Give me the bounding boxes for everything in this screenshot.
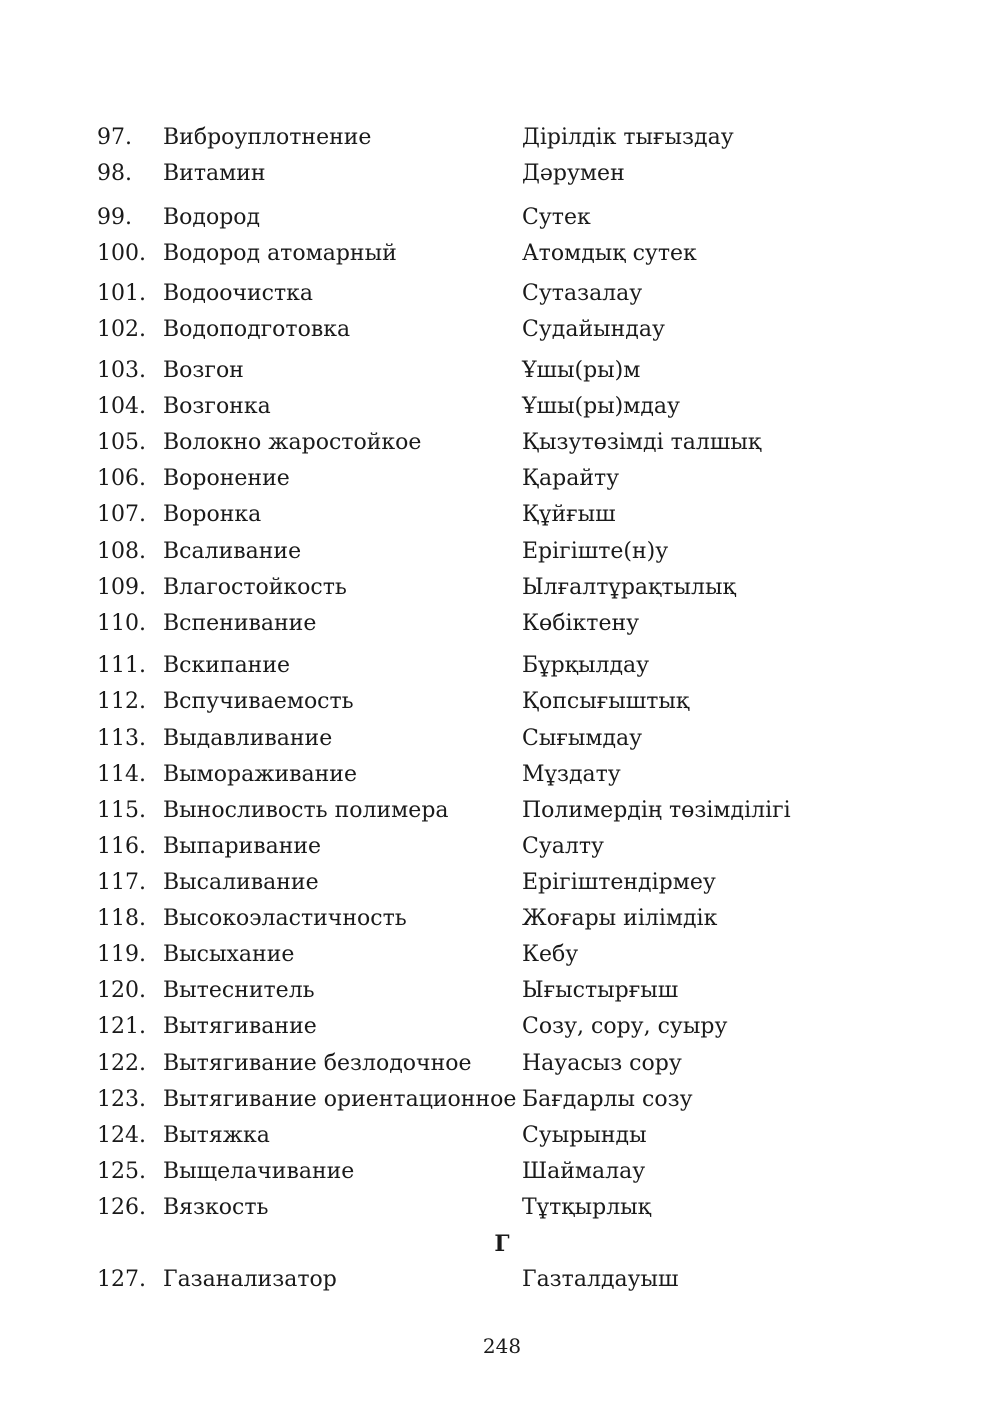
list-item <box>0 157 1004 191</box>
section-heading-letter: Г <box>494 1231 510 1257</box>
list-item <box>0 498 1004 532</box>
term-russian: Высокоэластичность <box>163 906 407 931</box>
list-item <box>0 794 1004 828</box>
entry-number: 122. <box>97 1051 146 1076</box>
list-item <box>0 201 1004 235</box>
term-kazakh: Ерігіште(н)у <box>522 539 669 564</box>
list-item <box>0 938 1004 972</box>
entry-number: 124. <box>97 1123 146 1148</box>
term-russian: Вытягивание <box>163 1014 317 1039</box>
entry-number: 120. <box>97 978 146 1003</box>
term-kazakh: Созу, сору, суыру <box>522 1014 728 1039</box>
list-item <box>0 1119 1004 1153</box>
term-russian: Выщелачивание <box>163 1159 355 1184</box>
entry-number: 121. <box>97 1014 146 1039</box>
term-kazakh: Сығымдау <box>522 726 643 751</box>
term-russian: Водород <box>163 205 261 230</box>
term-kazakh: Ұшы(ры)мдау <box>522 394 680 419</box>
term-russian: Выносливость полимера <box>163 798 449 823</box>
entry-number: 111. <box>97 653 146 678</box>
term-russian: Вязкость <box>163 1195 269 1220</box>
term-russian: Возгон <box>163 358 244 383</box>
term-kazakh: Шаймалау <box>522 1159 646 1184</box>
entry-number: 101. <box>97 281 146 306</box>
term-kazakh: Ұшы(ры)м <box>522 358 641 383</box>
term-russian: Воронение <box>163 466 290 491</box>
list-item <box>0 649 1004 683</box>
term-russian: Вытеснитель <box>163 978 315 1003</box>
term-kazakh: Сутек <box>522 205 591 230</box>
term-kazakh: Судайындау <box>522 317 665 342</box>
term-kazakh: Құйғыш <box>522 502 616 527</box>
term-kazakh: Жоғары иілімдік <box>522 906 718 931</box>
entry-number: 127. <box>97 1267 146 1292</box>
entry-number: 107. <box>97 502 146 527</box>
entry-number: 108. <box>97 539 146 564</box>
list-item <box>0 1155 1004 1189</box>
entry-number: 99. <box>97 205 132 230</box>
list-item <box>0 974 1004 1008</box>
list-item <box>0 571 1004 605</box>
entry-number: 98. <box>97 161 132 186</box>
term-kazakh: Ығыстырғыш <box>522 978 679 1003</box>
term-kazakh: Тұтқырлық <box>522 1195 652 1220</box>
entry-number: 112. <box>97 689 146 714</box>
entry-number: 103. <box>97 358 146 383</box>
term-kazakh: Дәрумен <box>522 161 625 186</box>
list-item <box>0 1263 1004 1297</box>
term-russian: Витамин <box>163 161 266 186</box>
term-kazakh: Ылғалтұрақтылық <box>522 575 736 600</box>
entry-number: 114. <box>97 762 146 787</box>
term-russian: Высаливание <box>163 870 319 895</box>
term-kazakh: Полимердің төзімділігі <box>522 798 791 823</box>
list-item <box>0 535 1004 569</box>
term-russian: Водоочистка <box>163 281 314 306</box>
term-kazakh: Көбіктену <box>522 611 640 636</box>
term-kazakh: Бұрқылдау <box>522 653 650 678</box>
term-russian: Вскипание <box>163 653 291 678</box>
term-russian: Виброуплотнение <box>163 125 372 150</box>
term-kazakh: Суалту <box>522 834 604 859</box>
term-russian: Высыхание <box>163 942 295 967</box>
list-item <box>0 758 1004 792</box>
term-russian: Вытягивание безлодочное <box>163 1051 472 1076</box>
term-russian: Выдавливание <box>163 726 333 751</box>
entry-number: 126. <box>97 1195 146 1220</box>
term-kazakh: Газталдауыш <box>522 1267 679 1292</box>
term-russian: Газанализатор <box>163 1267 337 1292</box>
entry-number: 97. <box>97 125 132 150</box>
entry-number: 116. <box>97 834 146 859</box>
entry-number: 110. <box>97 611 146 636</box>
term-kazakh: Атомдық сутек <box>522 241 697 266</box>
term-russian: Вспучиваемость <box>163 689 354 714</box>
list-item <box>0 462 1004 496</box>
term-russian: Вспенивание <box>163 611 317 636</box>
entry-number: 104. <box>97 394 146 419</box>
term-kazakh: Сутазалау <box>522 281 643 306</box>
list-item <box>0 1047 1004 1081</box>
term-russian: Воронка <box>163 502 262 527</box>
term-kazakh: Суырынды <box>522 1123 647 1148</box>
term-russian: Водоподготовка <box>163 317 351 342</box>
term-russian: Волокно жаростойкое <box>163 430 422 455</box>
term-kazakh: Мұздату <box>522 762 621 787</box>
list-item <box>0 902 1004 936</box>
term-russian: Выпаривание <box>163 834 322 859</box>
entry-number: 109. <box>97 575 146 600</box>
list-item <box>0 277 1004 311</box>
entry-number: 119. <box>97 942 146 967</box>
entry-number: 102. <box>97 317 146 342</box>
entry-number: 100. <box>97 241 146 266</box>
entry-number: 125. <box>97 1159 146 1184</box>
entry-number: 115. <box>97 798 146 823</box>
entry-number: 123. <box>97 1087 146 1112</box>
list-item <box>0 390 1004 424</box>
entry-number: 105. <box>97 430 146 455</box>
term-russian: Вымораживание <box>163 762 357 787</box>
entry-number: 106. <box>97 466 146 491</box>
term-russian: Вытяжка <box>163 1123 270 1148</box>
list-item <box>0 685 1004 719</box>
term-kazakh: Дірілдік тығыздау <box>522 125 734 150</box>
list-item <box>0 426 1004 460</box>
term-kazakh: Қарайту <box>522 466 620 491</box>
term-kazakh: Ерігіштендірмеу <box>522 870 716 895</box>
entry-number: 118. <box>97 906 146 931</box>
term-kazakh: Қопсығыштық <box>522 689 690 714</box>
term-russian: Водород атомарный <box>163 241 397 266</box>
list-item <box>0 1191 1004 1225</box>
page-number: 248 <box>482 1334 522 1358</box>
term-russian: Влагостойкость <box>163 575 347 600</box>
list-item <box>0 313 1004 347</box>
list-item <box>0 866 1004 900</box>
list-item <box>0 607 1004 641</box>
list-item <box>0 237 1004 271</box>
list-item <box>0 1083 1004 1117</box>
term-kazakh: Қызутөзімді талшық <box>522 430 762 455</box>
list-item <box>0 722 1004 756</box>
list-item <box>0 354 1004 388</box>
entry-number: 113. <box>97 726 146 751</box>
term-russian: Всаливание <box>163 539 302 564</box>
term-kazakh: Науасыз сору <box>522 1051 682 1076</box>
term-russian: Возгонка <box>163 394 271 419</box>
entry-number: 117. <box>97 870 146 895</box>
list-item <box>0 830 1004 864</box>
list-item <box>0 1010 1004 1044</box>
term-kazakh: Кебу <box>522 942 579 967</box>
list-item <box>0 121 1004 155</box>
term-russian: Вытягивание ориентационное <box>163 1087 517 1112</box>
term-kazakh: Бағдарлы созу <box>522 1087 693 1112</box>
